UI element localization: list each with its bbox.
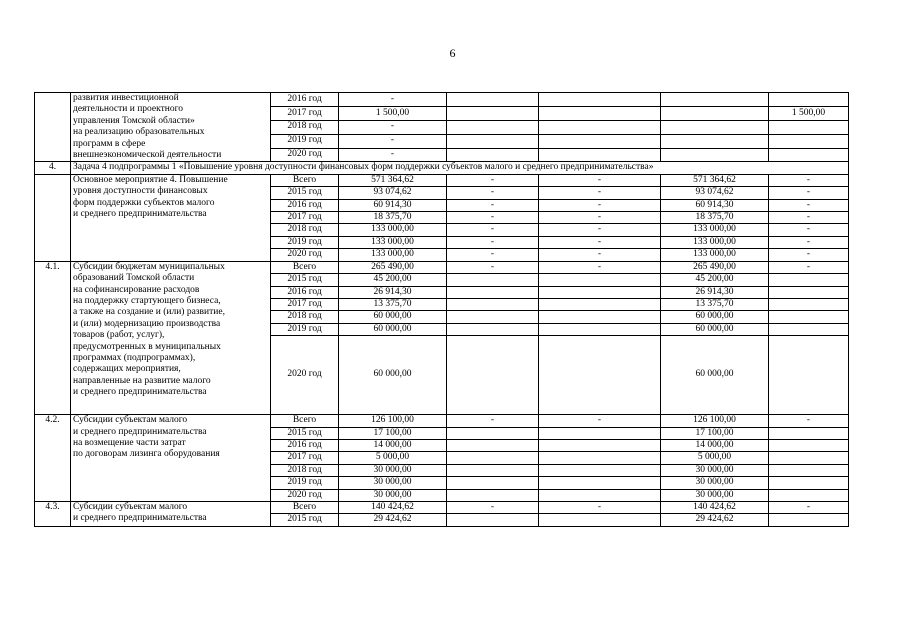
- amount-col-1: -: [339, 93, 447, 107]
- amount-col-2: [447, 489, 539, 501]
- amount-col-5: [769, 286, 849, 298]
- amount-col-4: 60 914,30: [661, 199, 769, 211]
- amount-col-4: [661, 120, 769, 134]
- row-number: 4.1.: [35, 261, 71, 414]
- amount-col-5: -: [769, 187, 849, 199]
- amount-col-3: [539, 489, 661, 501]
- amount-col-5: [769, 311, 849, 323]
- amount-col-2: [447, 452, 539, 464]
- amount-col-4: 5 000,00: [661, 452, 769, 464]
- amount-col-4: [661, 134, 769, 148]
- period-cell: 2018 год: [271, 224, 339, 236]
- amount-col-3: -: [539, 199, 661, 211]
- amount-col-3: -: [539, 261, 661, 273]
- amount-col-4: 133 000,00: [661, 236, 769, 248]
- amount-col-3: [539, 311, 661, 323]
- amount-col-1: 60 000,00: [339, 336, 447, 415]
- period-cell: 2019 год: [271, 323, 339, 335]
- amount-col-2: -: [447, 501, 539, 513]
- amount-col-1: 30 000,00: [339, 464, 447, 476]
- amount-col-2: [447, 477, 539, 489]
- measure-description: Основное мероприятие 4. Повышение уровня доступности финансовых форм поддержки субъектов малого и среднего предпринимательства: [71, 174, 271, 261]
- period-cell: 2019 год: [271, 477, 339, 489]
- amount-col-5: -: [769, 212, 849, 224]
- amount-col-1: 133 000,00: [339, 249, 447, 261]
- amount-col-3: [539, 106, 661, 120]
- amount-col-4: 26 914,30: [661, 286, 769, 298]
- amount-col-1: 1 500,00: [339, 106, 447, 120]
- amount-col-3: -: [539, 174, 661, 186]
- amount-col-3: [539, 336, 661, 415]
- row-number: 4.2.: [35, 415, 71, 502]
- amount-col-3: -: [539, 501, 661, 513]
- amount-col-3: -: [539, 249, 661, 261]
- period-cell: 2020 год: [271, 489, 339, 501]
- measure-description: Субсидии субъектам малого и среднего предпринимательства на возмещение части затрат по договорам лизинга оборудования: [71, 415, 271, 502]
- period-cell: 2020 год: [271, 336, 339, 415]
- task-row: [35, 162, 849, 174]
- period-cell: 2017 год: [271, 212, 339, 224]
- amount-col-2: [447, 120, 539, 134]
- amount-col-3: -: [539, 212, 661, 224]
- period-cell: 2016 год: [271, 439, 339, 451]
- amount-col-5: [769, 298, 849, 310]
- amount-col-4: 60 000,00: [661, 336, 769, 415]
- amount-col-5: [769, 427, 849, 439]
- amount-col-5: [769, 439, 849, 451]
- amount-col-3: [539, 148, 661, 162]
- amount-col-4: 133 000,00: [661, 224, 769, 236]
- amount-col-3: [539, 427, 661, 439]
- period-cell: 2016 год: [271, 93, 339, 107]
- period-cell: Всего: [271, 261, 339, 273]
- amount-col-3: [539, 93, 661, 107]
- amount-col-1: 133 000,00: [339, 236, 447, 248]
- amount-col-3: [539, 323, 661, 335]
- amount-col-2: [447, 311, 539, 323]
- amount-col-2: -: [447, 174, 539, 186]
- period-cell: 2015 год: [271, 427, 339, 439]
- page-number: 6: [449, 46, 456, 60]
- amount-col-2: [447, 464, 539, 476]
- amount-col-4: 60 000,00: [661, 311, 769, 323]
- period-cell: 2016 год: [271, 199, 339, 211]
- amount-col-5: [769, 514, 849, 526]
- amount-col-3: -: [539, 224, 661, 236]
- amount-col-1: 30 000,00: [339, 477, 447, 489]
- amount-col-3: [539, 120, 661, 134]
- amount-col-4: 45 200,00: [661, 274, 769, 286]
- amount-col-1: 571 364,62: [339, 174, 447, 186]
- amount-col-4: 60 000,00: [661, 323, 769, 335]
- amount-col-2: -: [447, 236, 539, 248]
- amount-col-1: 126 100,00: [339, 415, 447, 427]
- amount-col-2: [447, 286, 539, 298]
- amount-col-5: [769, 323, 849, 335]
- amount-col-3: [539, 439, 661, 451]
- amount-col-4: 18 375,70: [661, 212, 769, 224]
- amount-col-5: [769, 477, 849, 489]
- amount-col-1: 17 100,00: [339, 427, 447, 439]
- row-number: 4.3.: [35, 501, 71, 526]
- amount-col-2: [447, 298, 539, 310]
- amount-col-2: [447, 427, 539, 439]
- amount-col-3: [539, 298, 661, 310]
- period-cell: 2018 год: [271, 311, 339, 323]
- amount-col-2: -: [447, 224, 539, 236]
- amount-col-5: -: [769, 415, 849, 427]
- amount-col-1: 14 000,00: [339, 439, 447, 451]
- amount-col-5: -: [769, 224, 849, 236]
- amount-col-4: [661, 93, 769, 107]
- amount-col-5: -: [769, 249, 849, 261]
- amount-col-1: -: [339, 120, 447, 134]
- amount-col-5: [769, 93, 849, 107]
- table-row: [35, 501, 849, 513]
- amount-col-2: [447, 106, 539, 120]
- measure-description: Субсидии субъектам малого и среднего предпринимательства: [71, 501, 271, 526]
- table-row: [35, 174, 849, 186]
- amount-col-1: 140 424,62: [339, 501, 447, 513]
- amount-col-2: [447, 336, 539, 415]
- amount-col-5: [769, 464, 849, 476]
- period-cell: 2018 год: [271, 120, 339, 134]
- amount-col-1: 60 000,00: [339, 311, 447, 323]
- period-cell: Всего: [271, 415, 339, 427]
- amount-col-4: 571 364,62: [661, 174, 769, 186]
- amount-col-4: 30 000,00: [661, 464, 769, 476]
- amount-col-2: -: [447, 415, 539, 427]
- amount-col-1: 26 914,30: [339, 286, 447, 298]
- amount-col-5: -: [769, 174, 849, 186]
- row-number: [35, 174, 71, 261]
- amount-col-5: [769, 336, 849, 415]
- table-row: [35, 93, 849, 107]
- amount-col-1: 13 375,70: [339, 298, 447, 310]
- amount-col-2: -: [447, 199, 539, 211]
- amount-col-4: 265 490,00: [661, 261, 769, 273]
- amount-col-3: [539, 286, 661, 298]
- amount-col-5: [769, 148, 849, 162]
- amount-col-3: -: [539, 187, 661, 199]
- amount-col-2: [447, 514, 539, 526]
- amount-col-4: 133 000,00: [661, 249, 769, 261]
- period-cell: 2016 год: [271, 286, 339, 298]
- measure-description: развития инвестиционной деятельности и проектного управления Томской области» на реализацию образовательных программ в сфере внешнеэкономической деятельности: [71, 93, 271, 162]
- amount-col-4: 14 000,00: [661, 439, 769, 451]
- amount-col-4: 140 424,62: [661, 501, 769, 513]
- period-cell: 2019 год: [271, 236, 339, 248]
- amount-col-4: 30 000,00: [661, 489, 769, 501]
- budget-table: [34, 92, 849, 527]
- amount-col-1: 265 490,00: [339, 261, 447, 273]
- amount-col-4: 93 074,62: [661, 187, 769, 199]
- amount-col-1: 133 000,00: [339, 224, 447, 236]
- measure-description: Субсидии бюджетам муниципальных образований Томской области на софинансирование расходов на поддержку стартующего бизнеса, а также на создание и (или) развитие, и (или) модернизацию производства товаров (работ, услуг), предусмотренных в муниципальных программах (подпрограммах), содержащих мероприятия, направленные на развитие малого и среднего предпринимательства: [71, 261, 271, 414]
- amount-col-4: 126 100,00: [661, 415, 769, 427]
- amount-col-2: -: [447, 212, 539, 224]
- amount-col-2: [447, 134, 539, 148]
- row-number: 4.: [35, 162, 71, 174]
- amount-col-2: [447, 274, 539, 286]
- amount-col-2: -: [447, 249, 539, 261]
- amount-col-1: 60 000,00: [339, 323, 447, 335]
- amount-col-2: [447, 323, 539, 335]
- amount-col-3: -: [539, 415, 661, 427]
- amount-col-5: -: [769, 261, 849, 273]
- amount-col-5: [769, 489, 849, 501]
- period-cell: 2015 год: [271, 514, 339, 526]
- amount-col-4: [661, 106, 769, 120]
- amount-col-1: 5 000,00: [339, 452, 447, 464]
- row-number: [35, 93, 71, 162]
- amount-col-2: [447, 439, 539, 451]
- amount-col-1: -: [339, 148, 447, 162]
- amount-col-5: [769, 134, 849, 148]
- amount-col-5: [769, 452, 849, 464]
- amount-col-4: 29 424,62: [661, 514, 769, 526]
- period-cell: 2020 год: [271, 148, 339, 162]
- amount-col-1: 93 074,62: [339, 187, 447, 199]
- amount-col-3: [539, 514, 661, 526]
- amount-col-2: -: [447, 261, 539, 273]
- amount-col-4: [661, 148, 769, 162]
- period-cell: 2018 год: [271, 464, 339, 476]
- amount-col-3: [539, 274, 661, 286]
- period-cell: 2017 год: [271, 298, 339, 310]
- amount-col-3: [539, 134, 661, 148]
- amount-col-4: 17 100,00: [661, 427, 769, 439]
- amount-col-1: 45 200,00: [339, 274, 447, 286]
- period-cell: 2019 год: [271, 134, 339, 148]
- amount-col-2: [447, 93, 539, 107]
- period-cell: 2015 год: [271, 274, 339, 286]
- amount-col-2: -: [447, 187, 539, 199]
- period-cell: 2015 год: [271, 187, 339, 199]
- amount-col-2: [447, 148, 539, 162]
- amount-col-5: 1 500,00: [769, 106, 849, 120]
- amount-col-1: 60 914,30: [339, 199, 447, 211]
- amount-col-1: 30 000,00: [339, 489, 447, 501]
- amount-col-1: -: [339, 134, 447, 148]
- amount-col-1: 29 424,62: [339, 514, 447, 526]
- period-cell: 2020 год: [271, 249, 339, 261]
- amount-col-3: [539, 477, 661, 489]
- amount-col-4: 13 375,70: [661, 298, 769, 310]
- amount-col-5: -: [769, 199, 849, 211]
- amount-col-4: 30 000,00: [661, 477, 769, 489]
- amount-col-3: [539, 452, 661, 464]
- period-cell: 2017 год: [271, 452, 339, 464]
- amount-col-5: -: [769, 236, 849, 248]
- period-cell: 2017 год: [271, 106, 339, 120]
- amount-col-3: -: [539, 236, 661, 248]
- amount-col-3: [539, 464, 661, 476]
- table-row: [35, 415, 849, 427]
- task-title: Задача 4 подпрограммы 1 «Повышение уровня доступности финансовых форм поддержки субъектов малого и среднего предпринимательства»: [71, 162, 849, 174]
- amount-col-5: -: [769, 501, 849, 513]
- period-cell: Всего: [271, 501, 339, 513]
- amount-col-5: [769, 274, 849, 286]
- table-row: [35, 261, 849, 273]
- amount-col-5: [769, 120, 849, 134]
- amount-col-1: 18 375,70: [339, 212, 447, 224]
- period-cell: Всего: [271, 174, 339, 186]
